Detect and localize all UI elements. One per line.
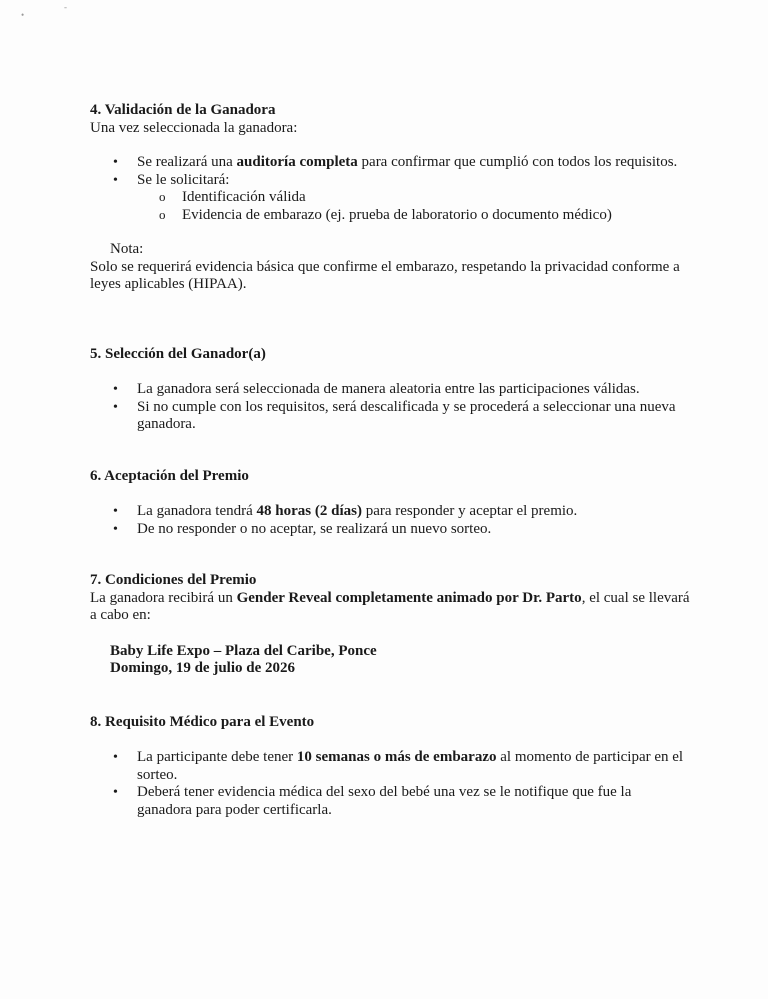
bullet-icon: • xyxy=(113,399,118,415)
section-aceptacion xyxy=(90,468,690,539)
section-6-title: 6. Aceptación del Premio xyxy=(90,467,249,484)
list-item xyxy=(90,784,690,819)
text-fragment: La ganadora recibirá un xyxy=(90,589,237,606)
section-5-list xyxy=(90,381,690,434)
bullet-icon: • xyxy=(113,382,118,397)
list-item xyxy=(90,381,690,399)
section-6-list xyxy=(90,503,690,538)
list-item xyxy=(90,503,690,521)
text-fragment: , el cual se llevará a cabo en: xyxy=(90,589,690,623)
sub-list xyxy=(137,189,690,224)
bold-48-horas: 48 horas (2 días) xyxy=(256,503,362,519)
text-fragment: Se realizará una xyxy=(137,154,237,170)
text-fragment: al momento de participar en el sorteo. xyxy=(137,749,684,783)
circle-bullet-icon: o xyxy=(159,189,166,204)
nota-text: Solo se requerirá evidencia básica que confirme el embarazo, respetando la privacidad conforme a leyes aplicables (HIPAA). xyxy=(90,258,680,292)
list-item-text: De no responder o no aceptar, se realizará un nuevo sorteo. xyxy=(137,520,492,537)
event-details xyxy=(110,643,690,678)
nota-label: Nota: xyxy=(110,241,144,257)
section-8-list xyxy=(90,749,690,819)
circle-bullet-icon: o xyxy=(159,206,166,222)
list-item-text: Se le solicitará: xyxy=(137,171,230,188)
event-date: Domingo, 19 de julio de 2026 xyxy=(110,660,296,676)
section-requisito-medico xyxy=(90,714,690,820)
event-location: Baby Life Expo – Plaza del Caribe, Ponce xyxy=(110,642,377,659)
section-4-title: 4. Validación de la Ganadora xyxy=(90,102,276,118)
text-fragment: La participante debe tener xyxy=(137,749,297,765)
scan-dash: - xyxy=(64,2,67,12)
section-validacion xyxy=(90,102,690,294)
bullet-icon: • xyxy=(113,155,118,170)
bold-auditoria: auditoría completa xyxy=(236,154,358,170)
section-7-title: 7. Condiciones del Premio xyxy=(90,572,257,588)
section-4-intro: Una vez seleccionada la ganadora: xyxy=(90,119,298,136)
section-condiciones xyxy=(90,572,690,678)
list-item-text: Deberá tener evidencia médica del sexo del bebé una vez se le notifique que fue la ganadora para poder certificarla. xyxy=(137,784,632,818)
list-item xyxy=(90,521,690,539)
sub-list-item-text: Identificación válida xyxy=(182,189,306,205)
list-item xyxy=(90,749,690,784)
text-fragment: para confirmar que cumplió con todos los requisitos. xyxy=(357,154,678,170)
text-fragment: para responder y aceptar el premio. xyxy=(361,503,578,519)
sub-list-item xyxy=(137,207,690,225)
bullet-icon: • xyxy=(113,504,118,519)
document-body xyxy=(90,102,690,819)
list-item xyxy=(90,399,690,434)
bold-gender-reveal: Gender Reveal completamente animado por Dr. Parto xyxy=(236,589,582,606)
scan-speck: • xyxy=(21,10,25,20)
section-seleccion xyxy=(90,346,690,434)
list-item-text: Si no cumple con los requisitos, será descalificada y se procederá a seleccionar una nueva ganadora. xyxy=(137,398,676,432)
list-item xyxy=(90,172,690,225)
bullet-icon: • xyxy=(113,521,118,537)
section-5-title: 5. Selección del Ganador(a) xyxy=(90,345,266,362)
bullet-icon: • xyxy=(113,785,118,800)
list-item-text: La ganadora será seleccionada de manera aleatoria entre las participaciones válidas. xyxy=(137,381,640,397)
bold-10-semanas: 10 semanas o más de embarazo xyxy=(296,749,497,765)
list-item xyxy=(90,154,690,172)
section-4-list xyxy=(90,154,690,224)
section-8-title: 8. Requisito Médico para el Evento xyxy=(90,713,315,730)
bullet-icon: • xyxy=(113,750,118,765)
bullet-icon: • xyxy=(113,172,118,188)
sub-list-item xyxy=(137,189,690,207)
sub-list-item-text: Evidencia de embarazo (ej. prueba de laboratorio o documento médico) xyxy=(182,206,612,223)
section-7-intro xyxy=(90,590,690,625)
text-fragment: La ganadora tendrá xyxy=(137,503,257,519)
